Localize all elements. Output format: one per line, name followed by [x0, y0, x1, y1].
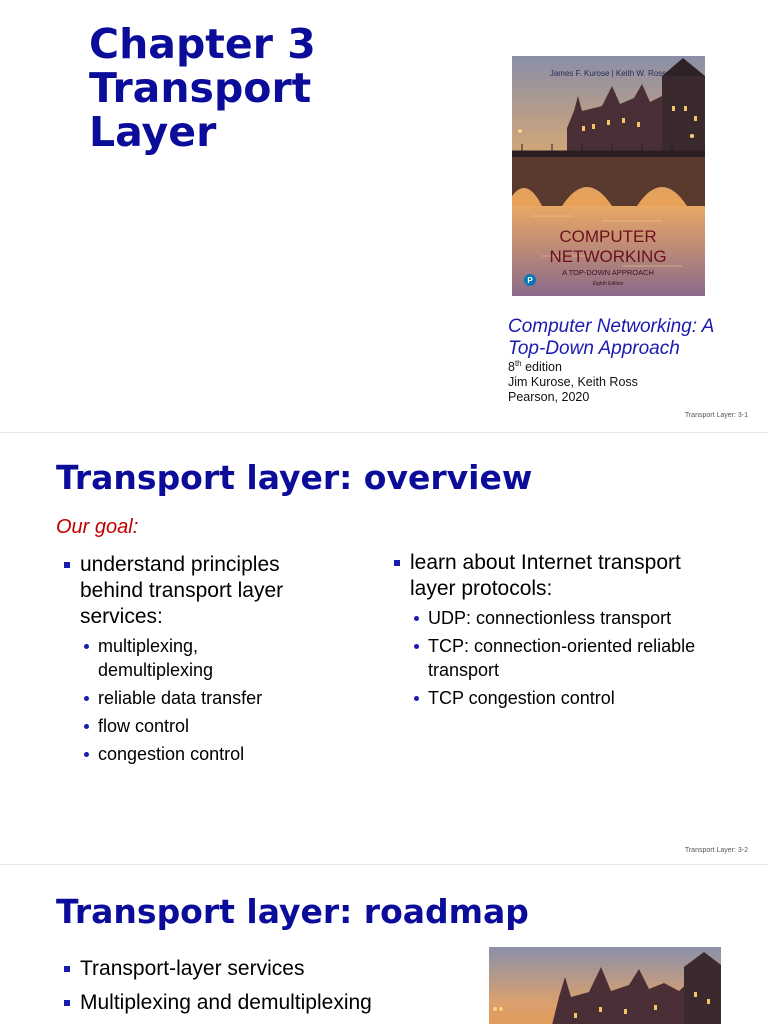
- publisher: Pearson, 2020: [508, 390, 590, 404]
- bullet-line: understand principles: [80, 553, 280, 576]
- slide-number: Transport Layer: 3-2: [684, 847, 748, 854]
- sub-bullet-line: transport: [428, 660, 500, 680]
- book-title-line: Computer Networking: A: [508, 316, 715, 337]
- square-bullet-icon: [64, 562, 70, 568]
- chapter-title-line: Chapter 3: [89, 20, 316, 68]
- square-bullet-icon: [394, 560, 400, 566]
- dot-bullet-icon: [84, 696, 89, 701]
- roadmap-item: [62, 990, 482, 1016]
- sub-bullet-text: [428, 634, 752, 682]
- sub-bullet-line: demultiplexing: [98, 660, 214, 680]
- sub-bullet-item: [80, 742, 382, 766]
- roadmap-item-text: Multiplexing and demultiplexing: [80, 991, 372, 1014]
- sub-list: [80, 634, 382, 766]
- sub-bullet-item: [80, 714, 382, 738]
- cover-title-line: NETWORKING: [549, 247, 667, 266]
- book-title-line: Top-Down Approach: [508, 338, 680, 359]
- cover-edition: Eighth Edition: [592, 281, 624, 287]
- book-title: [508, 316, 758, 360]
- sub-bullet-text: TCP congestion control: [428, 688, 615, 708]
- slide-title: Transport layer: roadmap: [56, 892, 529, 931]
- bullet-item: [62, 552, 382, 766]
- bullet-line: behind transport layer: [80, 579, 284, 602]
- square-bullet-icon: [64, 966, 70, 972]
- slide-roadmap: [0, 864, 768, 1024]
- roadmap-photo: [489, 947, 721, 1024]
- sub-bullet-text: reliable data transfer: [98, 688, 263, 708]
- cover-authors: James F. Kurose | Keith W. Ross: [549, 69, 667, 78]
- roadmap-item-text: Transport-layer services: [80, 957, 305, 980]
- chapter-title: [89, 22, 316, 154]
- left-column-list: [62, 552, 382, 770]
- slide-title: Transport layer: overview: [56, 458, 533, 497]
- dot-bullet-icon: [84, 724, 89, 729]
- bullet-text: [410, 550, 752, 602]
- edition-suffix: th: [514, 358, 522, 368]
- publisher-logo-letter: P: [527, 276, 533, 285]
- goal-label: Our goal:: [56, 516, 139, 538]
- slide-number: Transport Layer: 3-1: [684, 412, 748, 419]
- sub-bullet-item: [410, 606, 752, 630]
- cover-subtitle: A TOP-DOWN APPROACH: [562, 268, 654, 277]
- bullet-line: layer protocols:: [410, 577, 553, 600]
- book-info: [508, 360, 748, 405]
- sub-bullet-item: [410, 634, 752, 682]
- sub-bullet-text: congestion control: [98, 744, 245, 764]
- sub-bullet-text: [98, 634, 382, 682]
- sub-bullet-text: flow control: [98, 716, 190, 736]
- dot-bullet-icon: [414, 616, 419, 621]
- square-bullet-icon: [64, 1000, 70, 1006]
- sub-bullet-item: [410, 686, 752, 710]
- slide-overview: [0, 432, 768, 864]
- chapter-title-line: Transport: [89, 64, 312, 112]
- bullet-text: [80, 552, 382, 630]
- slide-chapter-title: [0, 0, 768, 432]
- roadmap-item: [62, 956, 482, 982]
- right-column-list: [392, 550, 752, 714]
- sub-bullet-line: TCP: connection-oriented reliable: [428, 636, 696, 656]
- sub-bullet-item: [80, 634, 382, 682]
- dot-bullet-icon: [84, 644, 89, 649]
- edition-number: 8: [508, 360, 515, 374]
- sub-list: [410, 606, 752, 710]
- dot-bullet-icon: [414, 696, 419, 701]
- bullet-item: [392, 550, 752, 710]
- book-cover-image: [512, 56, 705, 296]
- dot-bullet-icon: [414, 644, 419, 649]
- sub-bullet-item: [80, 686, 382, 710]
- sub-bullet-text: UDP: connectionless transport: [428, 608, 672, 628]
- edition-line: [508, 360, 748, 375]
- authors: Jim Kurose, Keith Ross: [508, 375, 638, 389]
- bullet-line: learn about Internet transport: [410, 551, 681, 574]
- cover-title-line: COMPUTER: [559, 227, 657, 246]
- dot-bullet-icon: [84, 752, 89, 757]
- chapter-title-line: Layer: [89, 108, 217, 156]
- bullet-line: services:: [80, 605, 163, 628]
- edition-word: edition: [521, 360, 562, 374]
- roadmap-list: [62, 956, 482, 1018]
- sub-bullet-line: multiplexing,: [98, 636, 199, 656]
